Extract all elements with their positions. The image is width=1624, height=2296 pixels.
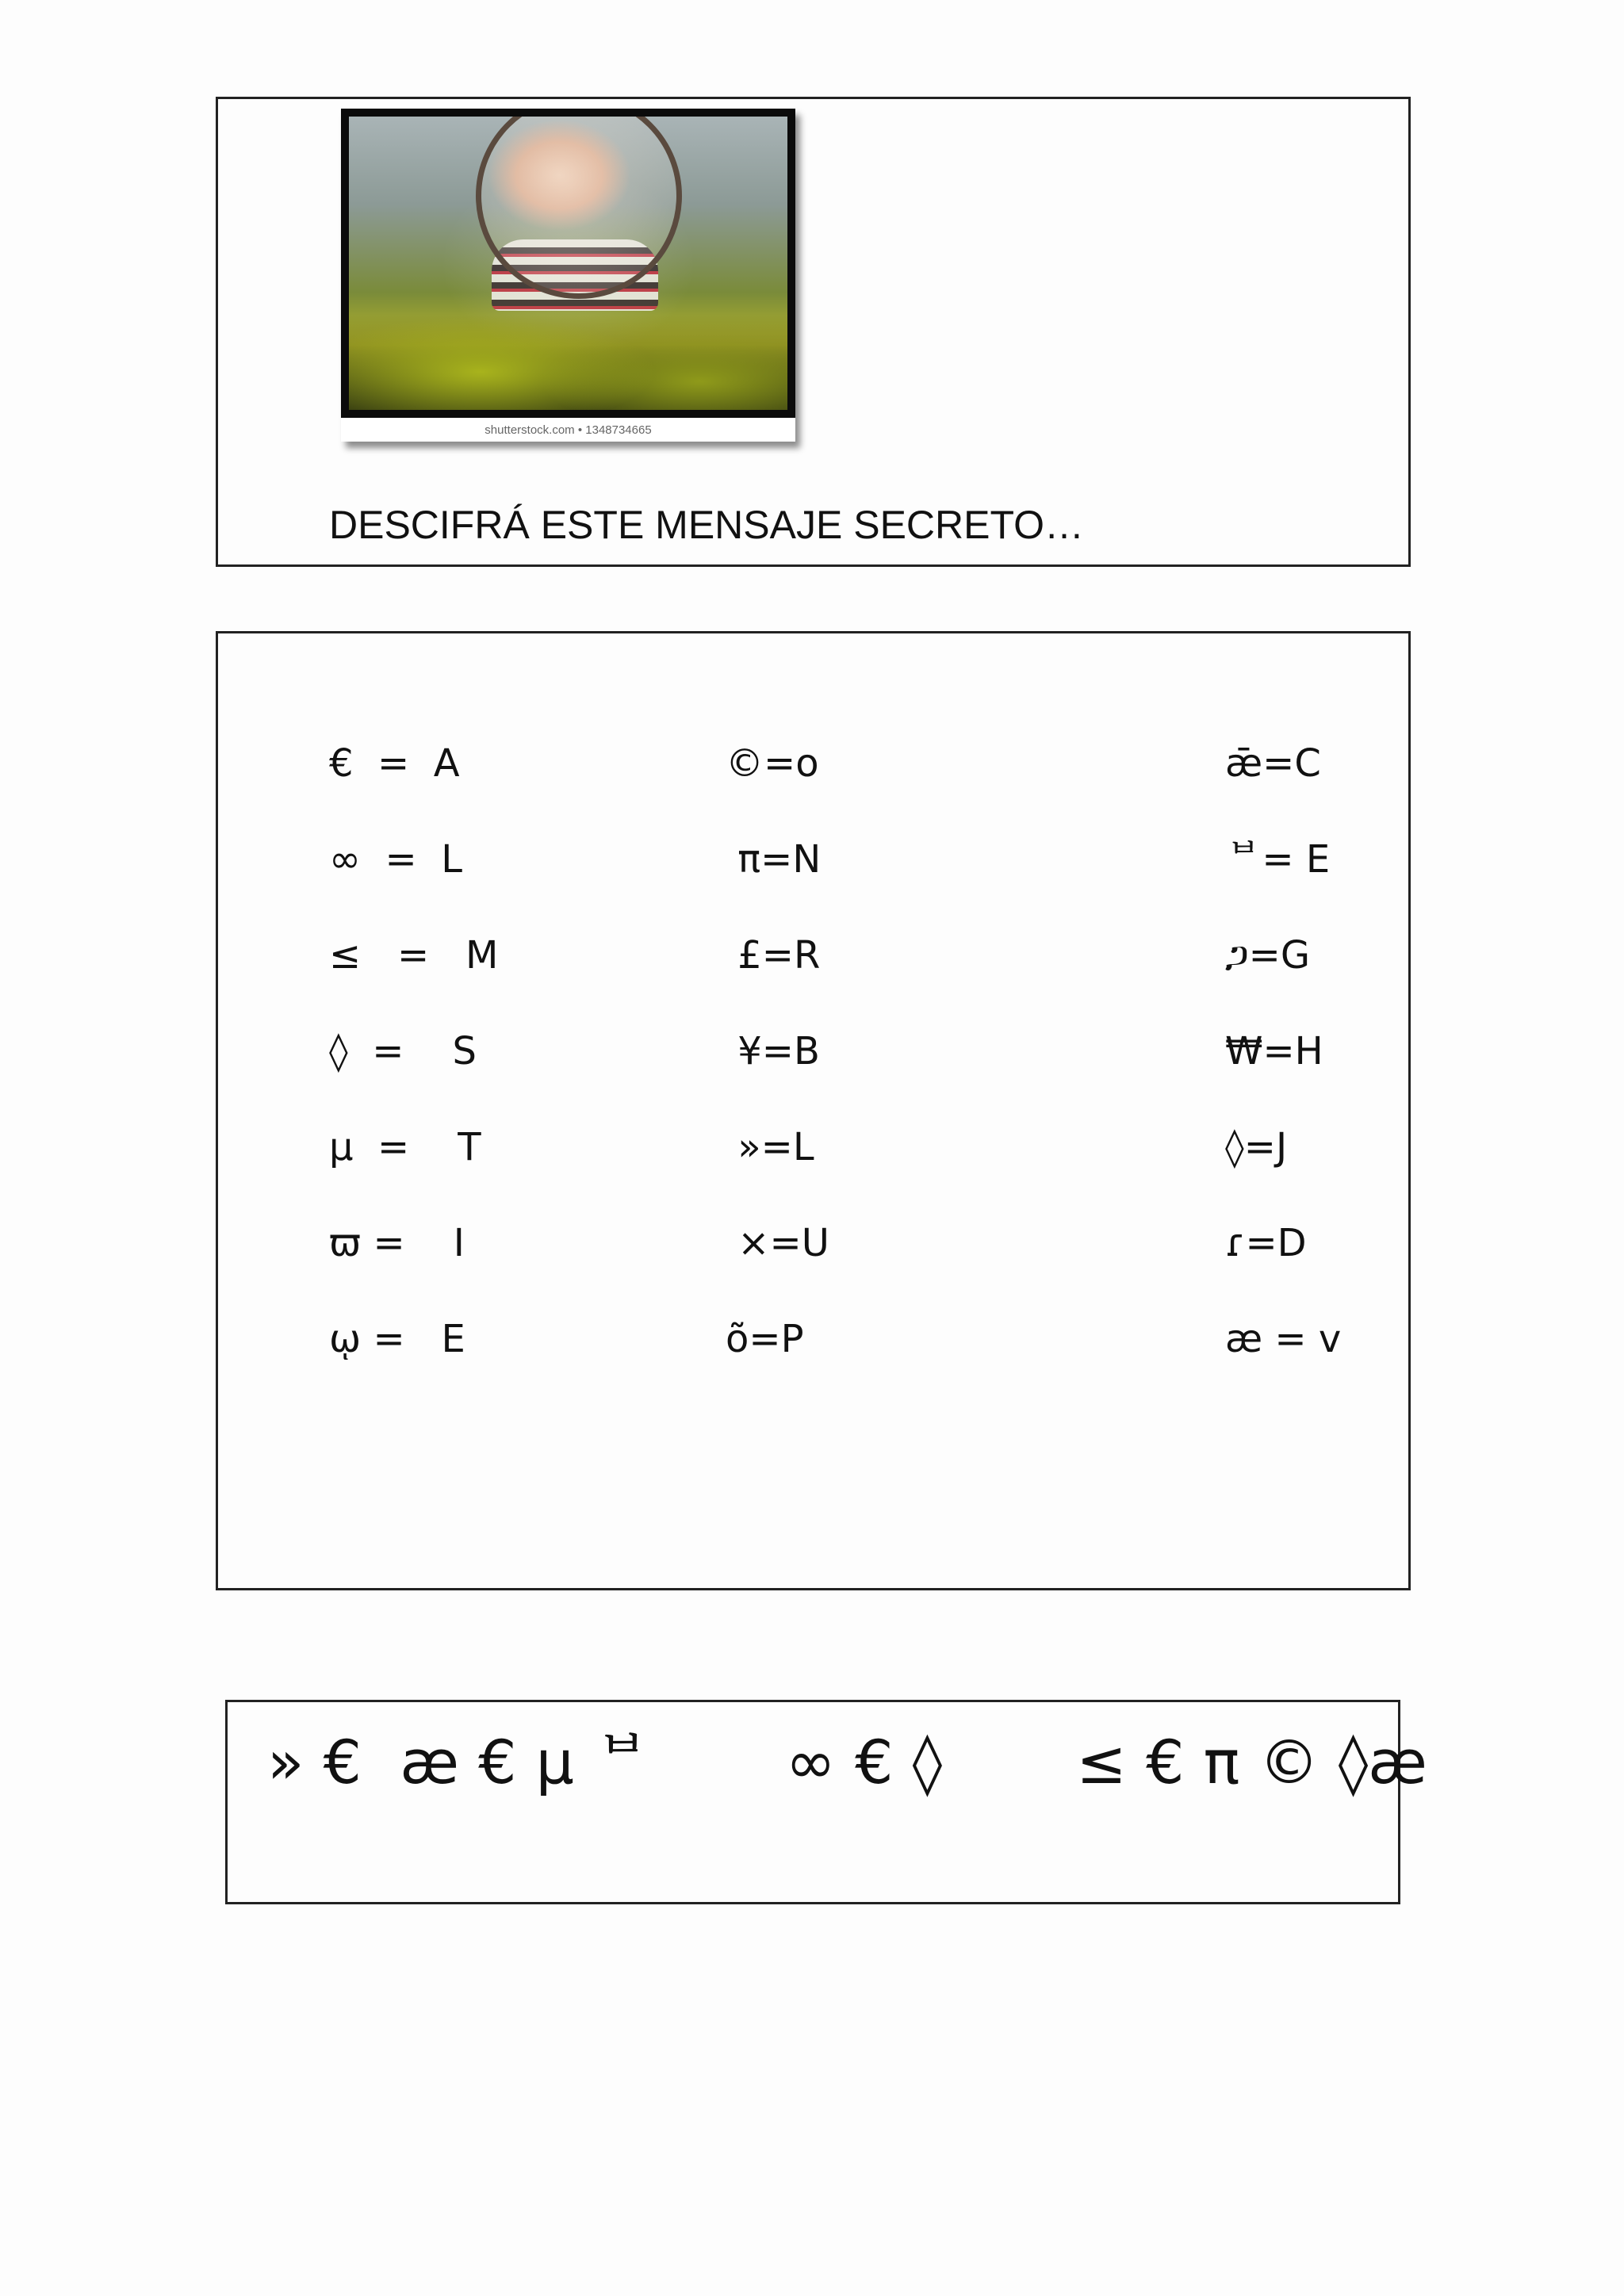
magnifying-glass-photo	[341, 109, 795, 442]
key-entry: ◊ = S	[329, 1029, 477, 1073]
cipher-key-box	[216, 631, 1411, 1590]
key-entry: æ = v	[1225, 1317, 1342, 1361]
key-entry: »=L	[726, 1125, 814, 1169]
photo-caption: shutterstock.com • 1348734665	[341, 418, 795, 442]
key-entry: ×=U	[726, 1221, 829, 1265]
key-entry: π=N	[726, 837, 822, 882]
key-entry: ጋ=G	[1225, 933, 1311, 978]
header-box	[216, 97, 1411, 567]
secret-message: » € æ € µ ᄇ ∞ € ◊ ≤ € π © ◊æ	[267, 1727, 1427, 1797]
key-entry: € = A	[329, 741, 460, 786]
key-entry: £=R	[726, 933, 821, 978]
page-title: DESCIFRÁ ESTE MENSAJE SECRETO…	[329, 503, 1085, 547]
key-entry: ©=o	[726, 741, 819, 786]
key-entry: µ = T	[329, 1125, 481, 1169]
key-entry: ɾ=D	[1225, 1221, 1307, 1265]
key-entry: õ=P	[726, 1317, 804, 1361]
key-entry: ≤ = M	[329, 933, 499, 978]
photo-grass	[349, 315, 787, 410]
photo-image	[349, 117, 787, 410]
key-entry: ǣ=C	[1225, 741, 1321, 786]
key-entry: ∞ = L	[329, 837, 462, 882]
key-entry: ᄇ= E	[1225, 837, 1331, 882]
key-entry: ¥=B	[726, 1029, 820, 1073]
key-entry: ῳ = E	[329, 1317, 465, 1361]
key-entry: ◊=J	[1225, 1125, 1288, 1169]
key-entry: ϖ = I	[329, 1221, 465, 1265]
secret-message-box	[225, 1700, 1427, 1904]
key-entry: ₩=H	[1225, 1029, 1323, 1073]
